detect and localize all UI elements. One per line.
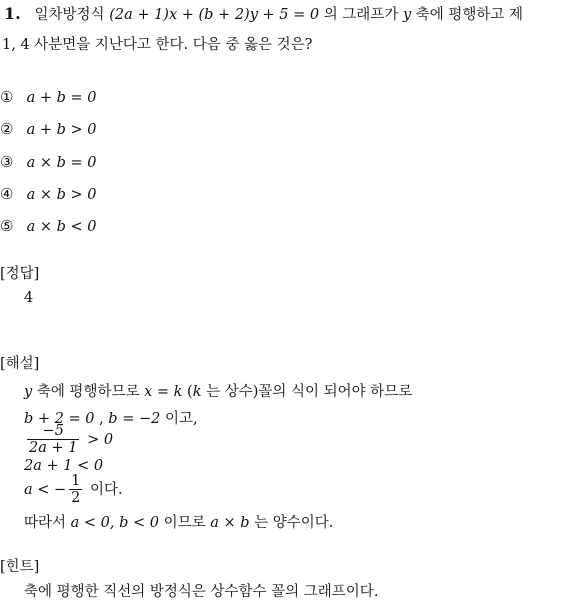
- choice-2[interactable]: [0, 120, 97, 138]
- explanation-equation: b + 2 = 0: [24, 411, 95, 427]
- explanation-text: 이므로: [163, 515, 206, 531]
- explanation-fraction: [27, 424, 79, 456]
- choice-3-marker: ③: [0, 153, 14, 171]
- question-text-prefix: 일차방정식: [34, 7, 105, 23]
- choice-1[interactable]: [0, 88, 97, 106]
- explanation-text: 이고,: [164, 411, 198, 427]
- answer-value: 4: [24, 290, 34, 306]
- choice-1-marker: ①: [0, 88, 14, 106]
- explanation-line-6: [24, 511, 333, 532]
- explanation-line-4: 2a + 1 < 0: [24, 458, 104, 474]
- explanation-text: 이다.: [90, 482, 123, 499]
- explanation-line-3: [24, 424, 113, 456]
- explanation-var-k: k: [192, 384, 202, 400]
- fraction-denominator: 2a + 1: [29, 440, 78, 457]
- explanation-inequality: a < −: [24, 482, 67, 499]
- explanation-inequality: b < 0: [119, 515, 159, 531]
- explanation-fraction: [69, 474, 82, 506]
- explanation-equation: b = −2: [108, 411, 161, 427]
- explanation-comma: ,: [99, 411, 104, 427]
- explanation-paren: (: [187, 384, 193, 400]
- explanation-line-5: [24, 474, 123, 506]
- hint-label: [힌트]: [0, 559, 40, 575]
- question-number: 1.: [4, 4, 21, 23]
- choice-5-marker: ⑤: [0, 217, 14, 235]
- fraction-numerator: −5: [42, 423, 64, 439]
- explanation-inequality: > 0: [87, 432, 114, 449]
- choice-5[interactable]: [0, 217, 97, 235]
- fraction-denominator: 2: [71, 490, 81, 507]
- choice-1-expr: a + b = 0: [26, 90, 97, 106]
- answer-label: [정답]: [0, 266, 40, 282]
- explanation-equation: x = k: [144, 384, 183, 400]
- choice-3[interactable]: [0, 153, 97, 171]
- question-text-suffix: 축에 평행하고 제: [415, 7, 524, 23]
- explanation-text: 는 상수)꼴의 식이 되어야 하므로: [206, 384, 413, 400]
- explanation-line-1: [24, 380, 412, 401]
- choice-4-marker: ④: [0, 185, 14, 203]
- question-line-2: 1, 4 사분면을 지난다고 한다. 다음 중 옳은 것은?: [2, 37, 313, 53]
- choice-4[interactable]: [0, 185, 97, 203]
- explanation-inequality: a < 0,: [70, 515, 115, 531]
- fraction-numerator: 1: [71, 473, 81, 489]
- choice-2-expr: a + b > 0: [26, 122, 97, 138]
- explanation-label: [해설]: [0, 356, 40, 372]
- question-text-mid: 의 그래프가: [323, 7, 399, 23]
- choice-5-expr: a × b < 0: [26, 219, 97, 235]
- explanation-text: 따라서: [24, 515, 67, 531]
- hint-text: 축에 평행한 직선의 방정식은 상수함수 꼴의 그래프이다.: [24, 584, 379, 600]
- explanation-var-y: y: [24, 384, 33, 400]
- explanation-text: 축에 평행하므로: [36, 384, 140, 400]
- explanation-expression: a × b: [210, 515, 250, 531]
- choice-3-expr: a × b = 0: [26, 155, 97, 171]
- question-line-1: [4, 3, 523, 24]
- explanation-text: 는 양수이다.: [254, 515, 334, 531]
- choice-4-expr: a × b > 0: [26, 187, 97, 203]
- question-variable: y: [402, 7, 412, 23]
- question-equation: (2a + 1)x + (b + 2)y + 5 = 0: [109, 7, 320, 23]
- choice-2-marker: ②: [0, 120, 14, 138]
